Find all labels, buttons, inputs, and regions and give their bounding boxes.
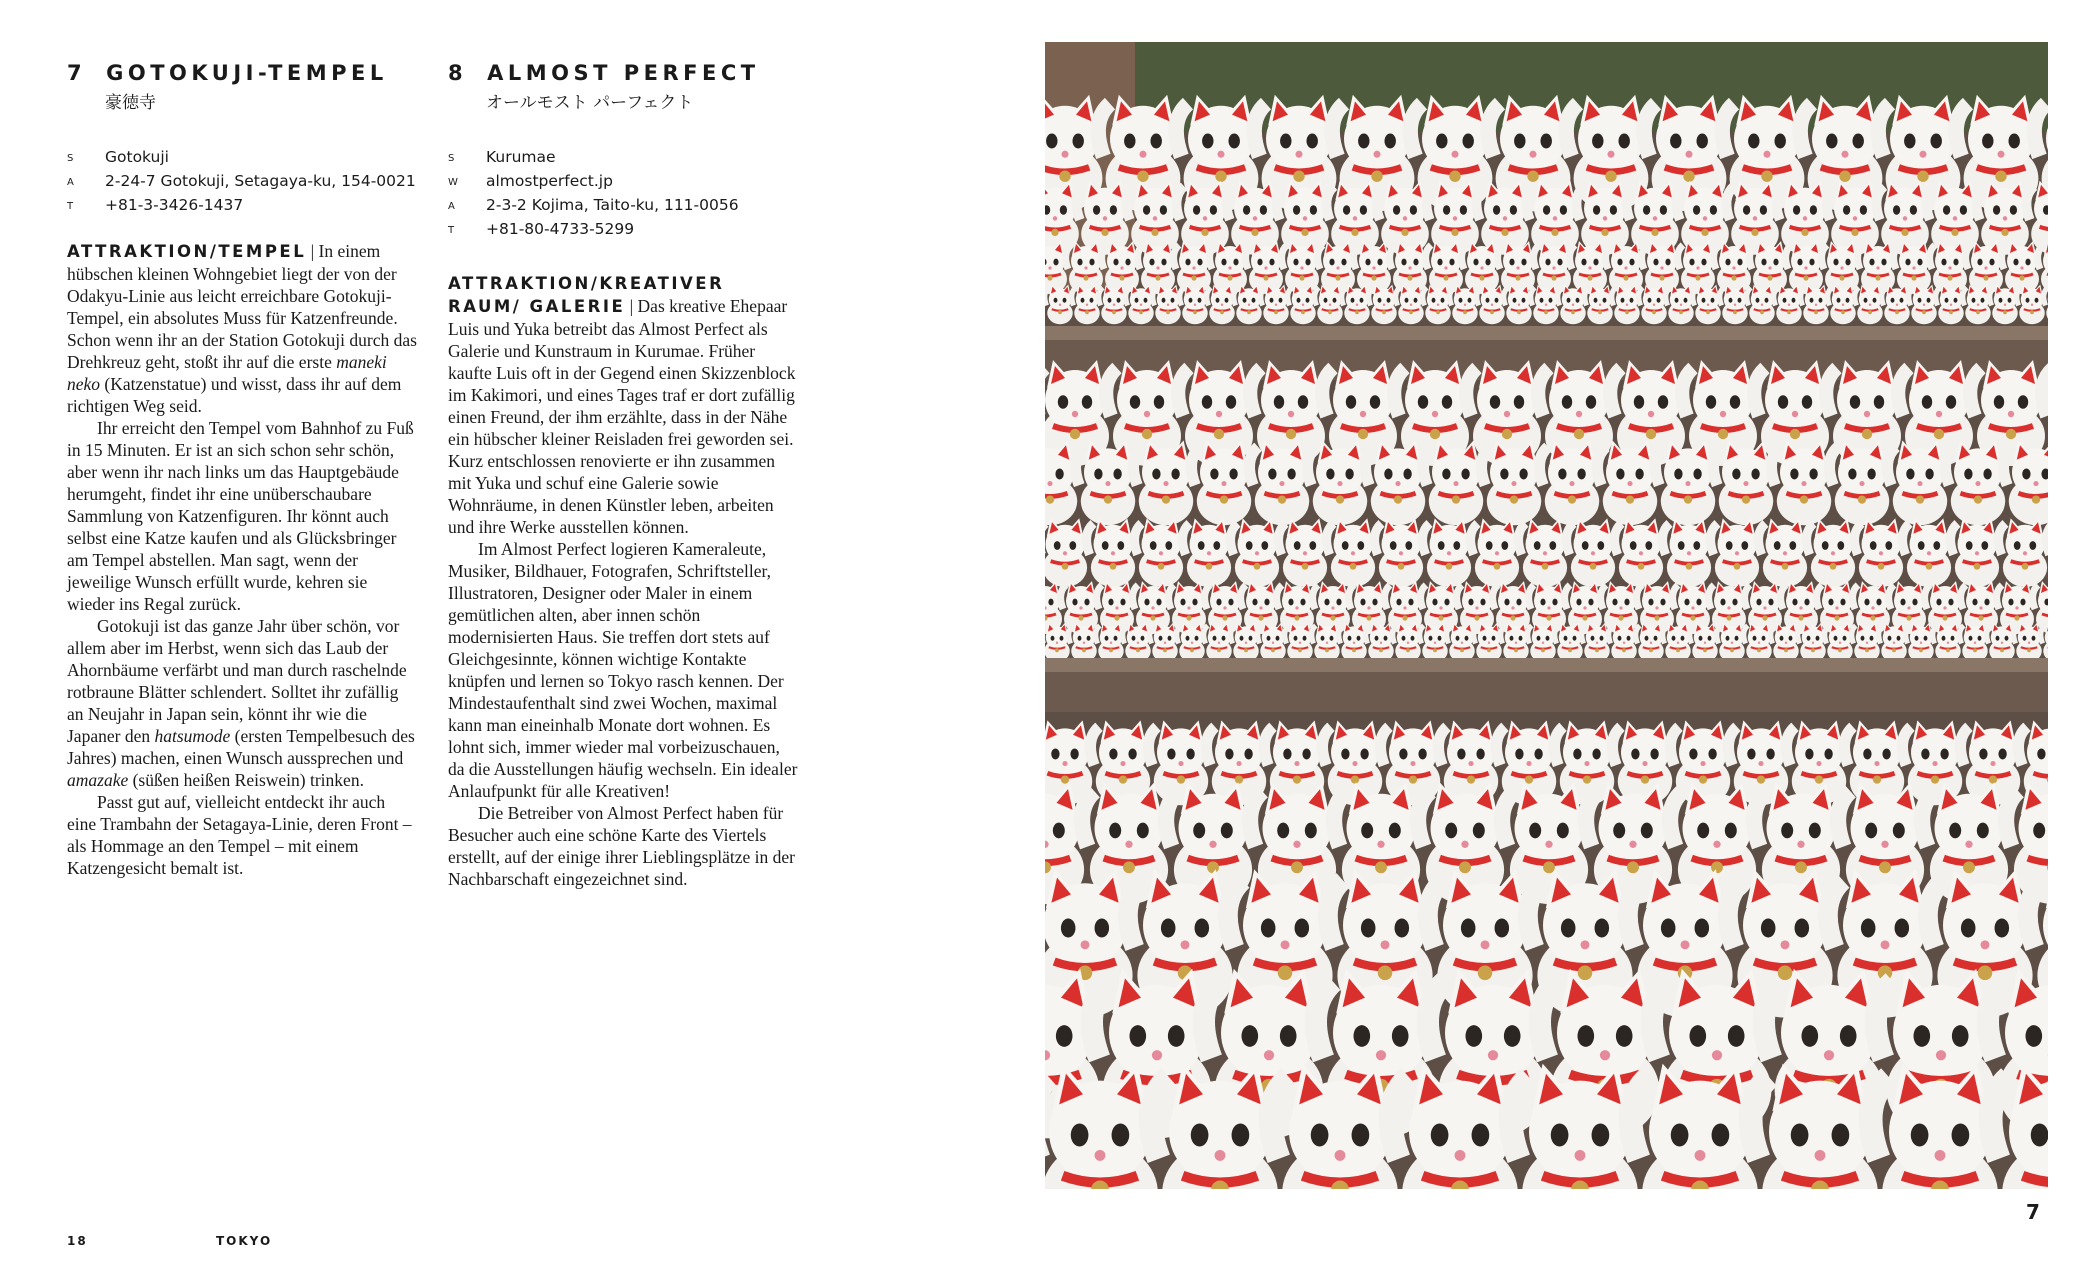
text-run: Das kreative Ehepaar Luis und Yuka betreibt das Almost Perfect als Galerie und Kunstraum in Kurumae. Früher kaufte Luis oft in der Gegend einen Skizzenblock im Kakimori, und eines Tages traf er dort zufällig einen Freund, der ihm erzählte, dass in der Nähe ein hübscher kleiner Reisladen frei geworden sei. Kurz entschlossen renovierte er ihn zusammen mit Yuka und schuf eine Galerie sowie Wohnräume, in denen Künstler leben, arbeiten und ihre Werke ausstellen können.: [448, 296, 796, 537]
info-row-address: [448, 194, 808, 218]
entry-body: [448, 272, 798, 890]
paragraph: Ihr erreicht den Tempel vom Bahnhof zu Fuß in 15 Minuten. Er ist an sich schon sehr schön, aber wenn ihr nach links um das Hauptgebäude herumgeht, findet ihr eine unüberschaubare Sammlung von Katzenfiguren. Ihr könnt auch selbst eine Katze kaufen und als Glücksbringer am Tempel abstellen. Man sagt, wenn der jeweilige Wunsch erfüllt wurde, kehren sie wieder ins Regal zurück.: [67, 418, 414, 614]
entry-number: 7: [67, 61, 87, 85]
info-value: 2-3-2 Kojima, Taito-ku, 111-0056: [486, 196, 739, 214]
page-number-left: 18: [67, 1234, 88, 1248]
category-separator: |: [625, 296, 638, 316]
text-run: (ersten Tempelbesuch des Jahres) machen, einen Wunsch aussprechen und: [67, 726, 415, 768]
paragraph: [448, 272, 798, 538]
photo-illustration: [1045, 42, 2048, 1189]
info-row-station: [448, 146, 808, 170]
info-key: S: [448, 153, 456, 164]
entry-heading: [448, 58, 808, 88]
info-key: T: [448, 225, 456, 236]
paragraph: [67, 615, 417, 791]
info-row-phone: [448, 218, 808, 242]
info-key: W: [448, 177, 459, 188]
italic-term: maneki neko: [67, 352, 387, 394]
shelf-tier-top: [1045, 95, 2048, 324]
info-key: A: [448, 201, 456, 212]
entry-title: GOTOKUJI-TEMPEL: [106, 61, 388, 85]
shelf-tier-bottom: [1045, 720, 2048, 1189]
italic-term: hatsumode: [154, 726, 231, 746]
text-run: (Katzenstatue) und wisst, dass ihr auf dem richtigen Weg seid.: [67, 374, 402, 416]
info-value: +81-3-3426-1437: [105, 196, 244, 214]
paragraph: [67, 240, 417, 417]
running-footer-section: TOKYO: [216, 1234, 273, 1248]
shelf-board: [1045, 326, 2048, 340]
entry-number: 8: [448, 61, 468, 85]
info-value: +81-80-4733-5299: [486, 220, 635, 238]
entry-title: ALMOST PERFECT: [487, 61, 760, 85]
shelf-board: [1045, 658, 2048, 672]
paragraph: Die Betreiber von Almost Perfect haben für Besucher auch eine schöne Karte des Viertels erstellt, auf der einige ihrer Lieblingsplätze in der Nachbarschaft eingezeichnet sind.: [448, 803, 795, 889]
info-key: A: [67, 177, 75, 188]
paragraph: Passt gut auf, vielleicht entdeckt ihr auch eine Trambahn der Setagaya-Linie, deren Front – als Hommage an den Tempel – mit einem Katzengesicht bemalt ist.: [67, 792, 412, 878]
info-value: Kurumae: [486, 148, 556, 166]
entry-title-japanese: 豪徳寺: [105, 93, 156, 113]
text-run: In einem hübschen kleinen Wohngebiet liegt der von der Odakyu-Linie aus leicht erreichbare Gotokuji-Tempel, ein absolutes Muss für Katzenfreunde. Schon wenn ihr an der Station Gotokuji durch das Drehkreuz geht, stoßt ihr auf die erste: [67, 241, 417, 372]
info-value: 2-24-7 Gotokuji, Setagaya-ku, 154-0021: [105, 172, 416, 190]
category-label: ATTRAKTION/KREATIVER RAUM/ GALERIE: [448, 274, 725, 316]
info-value: almostperfect.jp: [486, 172, 613, 190]
info-row-website: [448, 170, 808, 194]
info-key: T: [67, 201, 75, 212]
text-run: Gotokuji ist das ganze Jahr über schön, vor allem aber im Herbst, wenn sich das Laub der Ahornbäume verfärbt und man durch raschelnde rotbraune Blätter schlendert. Solltet ihr zufällig an Neujahr in Japan sein, könnt ihr wie die Japaner den: [67, 616, 407, 746]
photo-maneki-neko-shelves: [1045, 42, 2048, 1189]
info-list: [448, 146, 808, 242]
paragraph: Im Almost Perfect logieren Kameraleute, Musiker, Bildhauer, Fotografen, Schriftsteller, Illustratoren, Designer oder Maler in einem gemütlichen alten, aber innen schön modernisierten Haus. Sie treffen dort stets auf Gleichgesinnte, können wichtige Kontakte knüpfen und lernen so Tokyo rasch kennen. Der Mindestaufenthalt sind zwei Wochen, maximal kann man eineinhalb Monate dort wohnen. Es lohnt sich, immer wieder mal vorbeizuschauen, da die Ausstellungen häufig wechseln. Ein idealer Anlaufpunkt für alle Kreativen!: [448, 539, 798, 801]
category-separator: |: [306, 241, 319, 261]
entry-almost-perfect: [448, 58, 808, 890]
entry-body: [67, 240, 417, 879]
info-key: S: [67, 153, 75, 164]
info-value: Gotokuji: [105, 148, 169, 166]
italic-term: amazake: [67, 770, 129, 790]
category-label: ATTRAKTION/TEMPEL: [67, 242, 307, 261]
entry-title-japanese: オールモスト パーフェクト: [486, 93, 694, 113]
text-run: (süßen heißen Reiswein) trinken.: [128, 770, 364, 790]
photo-reference-number: 7: [2026, 1200, 2040, 1224]
